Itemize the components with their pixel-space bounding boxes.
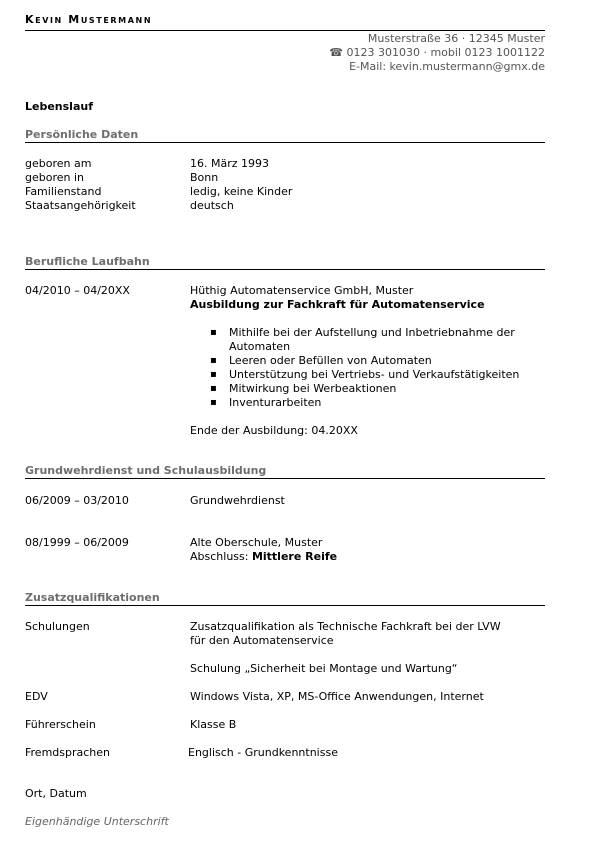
service-period: 06/2009 – 03/2010 bbox=[25, 494, 129, 507]
section-divider bbox=[25, 269, 545, 270]
personal-label: geboren am bbox=[25, 157, 92, 170]
email[interactable]: E-Mail: kevin.mustermann@gmx.de bbox=[349, 60, 545, 73]
place-date: Ort, Datum bbox=[25, 787, 87, 800]
career-period: 04/2010 – 04/20XX bbox=[25, 284, 130, 297]
training-label: Schulungen bbox=[25, 620, 90, 633]
edv-value: Windows Vista, XP, MS-Office Anwendungen, Internet bbox=[190, 690, 484, 703]
personal-value: 16. März 1993 bbox=[190, 157, 270, 170]
career-company: Hüthig Automatenservice GmbH, Muster bbox=[190, 284, 414, 297]
list-item: ▪ Mitwirkung bei Werbeaktionen bbox=[210, 382, 549, 396]
list-item: ▪ Unterstützung bei Vertriebs- und Verkaufstätigkeiten bbox=[210, 368, 549, 382]
career-task-list bbox=[210, 326, 549, 410]
section-heading-qualifications: Zusatzqualifikationen bbox=[25, 591, 160, 604]
list-item: ▪ Mithilfe bei der Aufstellung und Inbetriebnahme der Automaten bbox=[210, 326, 549, 354]
address: Musterstraße 36 · 12345 Muster bbox=[367, 32, 545, 45]
personal-label: geboren in bbox=[25, 171, 85, 184]
languages-value: Englisch - Grundkenntnisse bbox=[188, 746, 338, 759]
personal-value: Bonn bbox=[190, 171, 219, 184]
personal-label: Staatsangehörigkeit bbox=[25, 199, 136, 212]
signature-line: Eigenhändige Unterschrift bbox=[25, 815, 169, 828]
section-divider bbox=[25, 605, 545, 606]
header-divider bbox=[25, 30, 545, 31]
training-1-line2: für den Automatenservice bbox=[190, 634, 334, 647]
service-value: Grundwehrdienst bbox=[190, 494, 285, 507]
career-end-note: Ende der Ausbildung: 04.20XX bbox=[190, 424, 358, 437]
list-item: ▪ Inventurarbeiten bbox=[210, 396, 549, 410]
personal-value: deutsch bbox=[190, 199, 234, 212]
school-period: 08/1999 – 06/2009 bbox=[25, 536, 129, 549]
personal-value: ledig, keine Kinder bbox=[190, 185, 293, 198]
section-divider bbox=[25, 478, 545, 479]
applicant-name: Kevin Mustermann bbox=[25, 13, 153, 26]
school-name: Alte Oberschule, Muster bbox=[190, 536, 323, 549]
section-divider bbox=[25, 142, 545, 143]
phone-icon: ☎ bbox=[329, 46, 347, 59]
section-heading-personal: Persönliche Daten bbox=[25, 128, 139, 141]
training-1-line1: Zusatzqualifikation als Technische Fachkraft bei der LVW bbox=[190, 620, 501, 633]
list-item: ▪ Leeren oder Befüllen von Automaten bbox=[210, 354, 549, 368]
section-heading-education: Grundwehrdienst und Schulausbildung bbox=[25, 464, 267, 477]
career-position: Ausbildung zur Fachkraft für Automatenservice bbox=[190, 298, 485, 311]
license-label: Führerschein bbox=[25, 718, 96, 731]
license-value: Klasse B bbox=[190, 718, 237, 731]
edv-label: EDV bbox=[25, 690, 48, 703]
training-2: Schulung „Sicherheit bei Montage und Wartung“ bbox=[190, 662, 458, 675]
languages-label: Fremdsprachen bbox=[25, 746, 111, 759]
phone-line: ☎ 0123 301030 · mobil 0123 1001122 bbox=[329, 46, 545, 59]
personal-label: Familienstand bbox=[25, 185, 102, 198]
page-title: Lebenslauf bbox=[25, 100, 93, 113]
section-heading-career: Berufliche Laufbahn bbox=[25, 255, 150, 268]
school-degree: Abschluss: Mittlere Reife bbox=[190, 550, 338, 563]
